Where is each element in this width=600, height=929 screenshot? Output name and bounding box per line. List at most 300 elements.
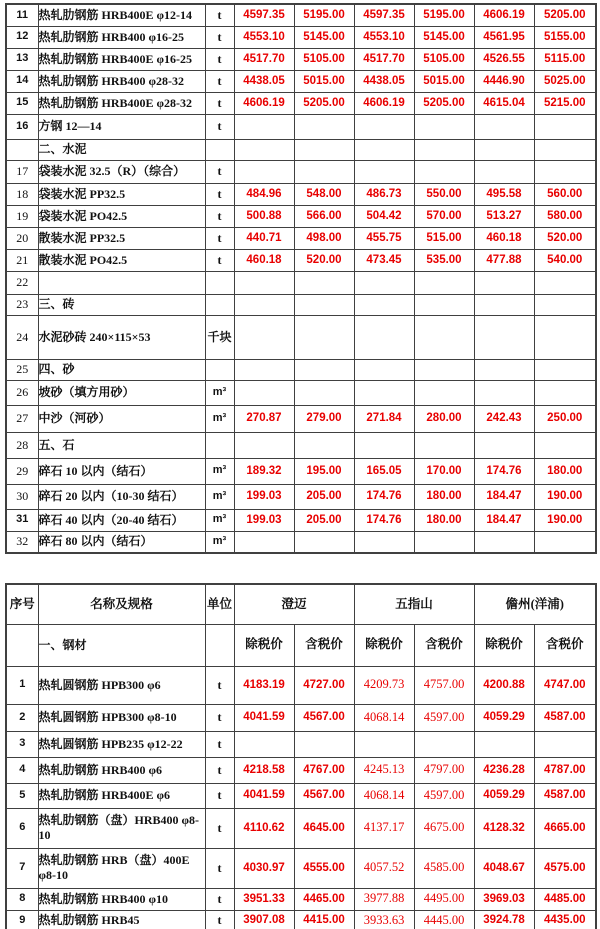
unit-cell [205,294,234,315]
name-spec-cell: 碎石 20 以内（10-30 结石） [38,484,205,509]
table2-row-9 [6,910,596,929]
price-cell: 189.32 [234,458,294,484]
price-cell [294,271,354,294]
price-cell [234,315,294,359]
unit-cell [205,139,234,160]
price-cell: 548.00 [294,183,354,205]
table1-row-25 [6,359,596,380]
materials-price-table-top [5,3,597,554]
header-serial: 序号 [6,584,38,624]
unit-cell: t [205,92,234,114]
name-spec-cell: 热轧肋钢筋 HRB400E φ12-14 [38,4,205,26]
serial-cell: 20 [6,227,38,249]
price-cell [474,380,534,405]
unit-cell: m³ [205,509,234,531]
price-cell [534,271,596,294]
price-cell: 3907.08 [234,910,294,929]
name-spec-cell: 袋装水泥 PP32.5 [38,183,205,205]
name-spec-cell: 五、石 [38,432,205,458]
subheader-inctax-1: 含税价 [294,624,354,666]
price-cell [294,139,354,160]
unit-cell [205,359,234,380]
table1-row-15 [6,92,596,114]
table2-row-2 [6,704,596,731]
price-cell [534,114,596,139]
price-cell: 4597.35 [354,4,414,26]
price-cell: 184.47 [474,484,534,509]
table1-row-30 [6,484,596,509]
subheader-inctax-2: 含税价 [414,624,474,666]
unit-cell: t [205,183,234,205]
price-cell: 174.76 [474,458,534,484]
price-cell: 5105.00 [294,48,354,70]
name-spec-cell: 二、水泥 [38,139,205,160]
price-cell: 5155.00 [534,26,596,48]
unit-cell: t [205,48,234,70]
price-cell: 4587.00 [534,704,596,731]
price-cell: 495.58 [474,183,534,205]
price-cell [474,139,534,160]
subheader-inctax-3: 含税价 [534,624,596,666]
unit-cell: t [205,910,234,929]
price-cell: 4110.62 [234,808,294,848]
unit-cell: t [205,808,234,848]
price-cell: 270.87 [234,405,294,432]
price-cell: 170.00 [414,458,474,484]
section-label-steel: 一、钢材 [38,624,205,666]
price-cell: 4787.00 [534,757,596,783]
price-cell: 4587.00 [534,783,596,808]
name-spec-cell: 坡砂（填方用砂） [38,380,205,405]
price-cell [354,139,414,160]
name-spec-cell: 热轧肋钢筋 HRB400E φ28-32 [38,92,205,114]
subheader-row [6,624,596,666]
price-cell [534,359,596,380]
price-cell: 4597.35 [234,4,294,26]
price-cell: 4495.00 [414,888,474,910]
price-cell: 180.00 [534,458,596,484]
price-cell [354,731,414,757]
table1-row-28 [6,432,596,458]
name-spec-cell: 热轧圆钢筋 HPB300 φ6 [38,666,205,704]
price-cell: 4553.10 [234,26,294,48]
serial-cell: 11 [6,4,38,26]
price-cell: 513.27 [474,205,534,227]
price-cell [234,531,294,553]
price-cell [414,160,474,183]
price-cell: 566.00 [294,205,354,227]
unit-cell: t [205,227,234,249]
price-cell: 4597.00 [414,783,474,808]
name-spec-cell: 热轧肋钢筋 HRB45 [38,910,205,929]
price-cell: 477.88 [474,249,534,271]
price-cell: 205.00 [294,509,354,531]
price-cell [534,531,596,553]
price-cell [414,432,474,458]
price-cell: 280.00 [414,405,474,432]
price-cell: 515.00 [414,227,474,249]
price-cell [474,271,534,294]
price-cell: 4059.29 [474,783,534,808]
price-cell: 271.84 [354,405,414,432]
price-cell [414,271,474,294]
price-cell: 4245.13 [354,757,414,783]
price-cell: 4553.10 [354,26,414,48]
price-cell: 4236.28 [474,757,534,783]
price-cell [474,531,534,553]
name-spec-cell [38,271,205,294]
serial-cell: 15 [6,92,38,114]
price-cell [474,731,534,757]
price-cell [354,531,414,553]
unit-cell: t [205,888,234,910]
price-cell: 4585.00 [414,848,474,888]
name-spec-cell: 热轧肋钢筋 HRB400 φ6 [38,757,205,783]
name-spec-cell: 热轧圆钢筋 HPB300 φ8-10 [38,704,205,731]
serial-cell: 23 [6,294,38,315]
price-cell: 5015.00 [294,70,354,92]
price-cell [414,359,474,380]
price-cell [534,315,596,359]
serial-cell: 16 [6,114,38,139]
price-cell: 4218.58 [234,757,294,783]
price-cell: 199.03 [234,484,294,509]
price-cell: 180.00 [414,484,474,509]
name-spec-cell: 碎石 40 以内（20-40 结石） [38,509,205,531]
unit-cell: m³ [205,484,234,509]
price-cell [354,315,414,359]
price-cell: 4415.00 [294,910,354,929]
price-cell: 5145.00 [294,26,354,48]
price-cell: 4606.19 [474,4,534,26]
price-cell [534,432,596,458]
subheader-extax-1: 除税价 [234,624,294,666]
serial-cell: 12 [6,26,38,48]
price-cell [354,114,414,139]
price-cell: 180.00 [414,509,474,531]
serial-cell: 30 [6,484,38,509]
price-cell [534,731,596,757]
name-spec-cell: 碎石 80 以内（结石） [38,531,205,553]
price-cell [414,114,474,139]
header-name-spec: 名称及规格 [38,584,205,624]
price-cell [234,139,294,160]
price-cell: 5215.00 [534,92,596,114]
table1-row-17 [6,160,596,183]
price-cell [354,160,414,183]
serial-cell: 6 [6,808,38,848]
price-cell: 5195.00 [414,4,474,26]
unit-cell: t [205,114,234,139]
price-cell: 4517.70 [234,48,294,70]
table1-row-19 [6,205,596,227]
table1-row-11 [6,4,596,26]
price-cell: 174.76 [354,484,414,509]
subheader-extax-3: 除税价 [474,624,534,666]
price-cell [414,531,474,553]
name-spec-cell: 热轧肋钢筋 HRB（盘）400E φ8-10 [38,848,205,888]
price-cell [414,294,474,315]
name-spec-cell: 散装水泥 PP32.5 [38,227,205,249]
serial-cell: 4 [6,757,38,783]
serial-cell: 5 [6,783,38,808]
table1-row-22 [6,271,596,294]
table1-row-14 [6,70,596,92]
serial-cell: 25 [6,359,38,380]
table1-row-23 [6,294,596,315]
price-cell [414,731,474,757]
table1-row-32 [6,531,596,553]
price-cell: 3977.88 [354,888,414,910]
name-spec-cell: 热轧肋钢筋 HRB400 φ28-32 [38,70,205,92]
price-cell [354,380,414,405]
price-cell [234,432,294,458]
price-cell: 190.00 [534,509,596,531]
name-spec-cell: 热轧肋钢筋（盘）HRB400 φ8-10 [38,808,205,848]
price-cell [474,315,534,359]
price-cell: 4030.97 [234,848,294,888]
price-cell: 540.00 [534,249,596,271]
price-cell [294,531,354,553]
unit-cell: t [205,205,234,227]
price-cell: 4446.90 [474,70,534,92]
price-cell: 5145.00 [414,26,474,48]
unit-cell [205,271,234,294]
unit-cell: t [205,704,234,731]
unit-cell: t [205,848,234,888]
price-cell: 500.88 [234,205,294,227]
price-cell: 4517.70 [354,48,414,70]
table1-row-16 [6,114,596,139]
unit-cell: t [205,783,234,808]
table2-row-6 [6,808,596,848]
price-cell: 498.00 [294,227,354,249]
price-cell: 4747.00 [534,666,596,704]
price-cell: 5205.00 [294,92,354,114]
price-cell [354,359,414,380]
price-cell: 4435.00 [534,910,596,929]
unit-cell: m³ [205,405,234,432]
name-spec-cell: 袋装水泥 PO42.5 [38,205,205,227]
price-cell: 535.00 [414,249,474,271]
serial-cell: 18 [6,183,38,205]
price-cell [234,114,294,139]
price-cell [474,114,534,139]
table1-row-24 [6,315,596,359]
price-cell: 560.00 [534,183,596,205]
subheader-serial-empty [6,624,38,666]
price-cell: 580.00 [534,205,596,227]
price-cell: 3951.33 [234,888,294,910]
price-cell: 4200.88 [474,666,534,704]
price-cell: 4438.05 [234,70,294,92]
unit-cell: t [205,4,234,26]
price-cell: 4561.95 [474,26,534,48]
price-cell: 4615.04 [474,92,534,114]
price-cell: 486.73 [354,183,414,205]
price-cell: 473.45 [354,249,414,271]
price-cell: 3969.03 [474,888,534,910]
price-cell: 4567.00 [294,783,354,808]
name-spec-cell: 袋装水泥 32.5（R）（综合） [38,160,205,183]
price-cell: 165.05 [354,458,414,484]
name-spec-cell: 方钢 12—14 [38,114,205,139]
price-cell [294,160,354,183]
price-cell [474,432,534,458]
price-cell: 484.96 [234,183,294,205]
price-cell: 440.71 [234,227,294,249]
price-cell: 4606.19 [234,92,294,114]
table1-row-21 [6,249,596,271]
price-cell: 4445.00 [414,910,474,929]
price-cell [234,271,294,294]
serial-cell: 26 [6,380,38,405]
unit-cell: m³ [205,458,234,484]
price-cell [294,731,354,757]
table1-row-12 [6,26,596,48]
unit-cell: t [205,757,234,783]
serial-cell: 3 [6,731,38,757]
price-cell [474,160,534,183]
price-cell: 4675.00 [414,808,474,848]
header-row [6,584,596,624]
price-cell [294,432,354,458]
price-cell: 4057.52 [354,848,414,888]
price-cell: 4137.17 [354,808,414,848]
price-cell [354,294,414,315]
subheader-extax-2: 除税价 [354,624,414,666]
price-cell [294,380,354,405]
table1-row-27 [6,405,596,432]
unit-cell [205,432,234,458]
price-cell: 570.00 [414,205,474,227]
serial-cell: 29 [6,458,38,484]
serial-cell: 1 [6,666,38,704]
header-region-danzhou-yangpu: 儋州(洋浦) [474,584,596,624]
price-cell: 4645.00 [294,808,354,848]
price-cell: 4575.00 [534,848,596,888]
price-cell [234,731,294,757]
price-cell: 4797.00 [414,757,474,783]
price-cell: 4209.73 [354,666,414,704]
price-cell: 4128.32 [474,808,534,848]
price-cell [234,160,294,183]
name-spec-cell: 热轧肋钢筋 HRB400E φ16-25 [38,48,205,70]
price-cell: 4059.29 [474,704,534,731]
name-spec-cell: 热轧肋钢筋 HRB400 φ16-25 [38,26,205,48]
table2-row-1 [6,666,596,704]
serial-cell [6,139,38,160]
price-cell [234,294,294,315]
price-cell: 5105.00 [414,48,474,70]
price-cell: 4183.19 [234,666,294,704]
price-cell: 195.00 [294,458,354,484]
unit-cell: t [205,731,234,757]
header-unit: 单位 [205,584,234,624]
price-cell [534,160,596,183]
price-cell: 250.00 [534,405,596,432]
unit-cell: t [205,26,234,48]
price-cell: 455.75 [354,227,414,249]
name-spec-cell: 热轧肋钢筋 HRB400E φ6 [38,783,205,808]
serial-cell: 31 [6,509,38,531]
name-spec-cell: 热轧肋钢筋 HRB400 φ10 [38,888,205,910]
serial-cell: 7 [6,848,38,888]
price-cell: 4068.14 [354,704,414,731]
unit-cell: m³ [205,531,234,553]
price-cell: 460.18 [234,249,294,271]
price-cell [474,359,534,380]
materials-table-bottom-header [6,584,596,666]
price-cell: 5195.00 [294,4,354,26]
price-cell: 199.03 [234,509,294,531]
serial-cell: 17 [6,160,38,183]
price-cell: 4567.00 [294,704,354,731]
price-cell [294,315,354,359]
subheader-unit-empty [205,624,234,666]
price-cell: 4767.00 [294,757,354,783]
materials-table-top-body [6,4,596,553]
price-cell: 184.47 [474,509,534,531]
unit-cell: t [205,160,234,183]
price-cell: 4555.00 [294,848,354,888]
serial-cell: 9 [6,910,38,929]
table1-row-section [6,139,596,160]
price-cell [234,380,294,405]
price-cell: 3933.63 [354,910,414,929]
table1-row-18 [6,183,596,205]
price-cell: 242.43 [474,405,534,432]
price-cell: 5025.00 [534,70,596,92]
price-cell: 520.00 [294,249,354,271]
price-cell [414,380,474,405]
serial-cell: 14 [6,70,38,92]
table1-row-13 [6,48,596,70]
serial-cell: 32 [6,531,38,553]
price-cell: 550.00 [414,183,474,205]
price-cell: 4665.00 [534,808,596,848]
price-cell [534,294,596,315]
table2-row-8 [6,888,596,910]
unit-cell: t [205,666,234,704]
price-cell: 520.00 [534,227,596,249]
unit-cell: m³ [205,380,234,405]
name-spec-cell: 散装水泥 PO42.5 [38,249,205,271]
name-spec-cell: 水泥砂砖 240×115×53 [38,315,205,359]
serial-cell: 19 [6,205,38,227]
header-region-chengmai: 澄迈 [234,584,354,624]
price-cell: 5205.00 [414,92,474,114]
price-cell: 4041.59 [234,783,294,808]
price-cell: 4438.05 [354,70,414,92]
price-cell: 279.00 [294,405,354,432]
serial-cell: 2 [6,704,38,731]
table1-row-29 [6,458,596,484]
price-cell [414,139,474,160]
table1-row-26 [6,380,596,405]
materials-table-bottom-body [6,666,596,929]
header-region-wuzhishan: 五指山 [354,584,474,624]
price-cell [474,294,534,315]
price-cell [534,139,596,160]
table2-row-3 [6,731,596,757]
unit-cell: 千块 [205,315,234,359]
table1-row-20 [6,227,596,249]
table2-row-7 [6,848,596,888]
serial-cell: 28 [6,432,38,458]
price-cell: 205.00 [294,484,354,509]
price-cell [354,271,414,294]
